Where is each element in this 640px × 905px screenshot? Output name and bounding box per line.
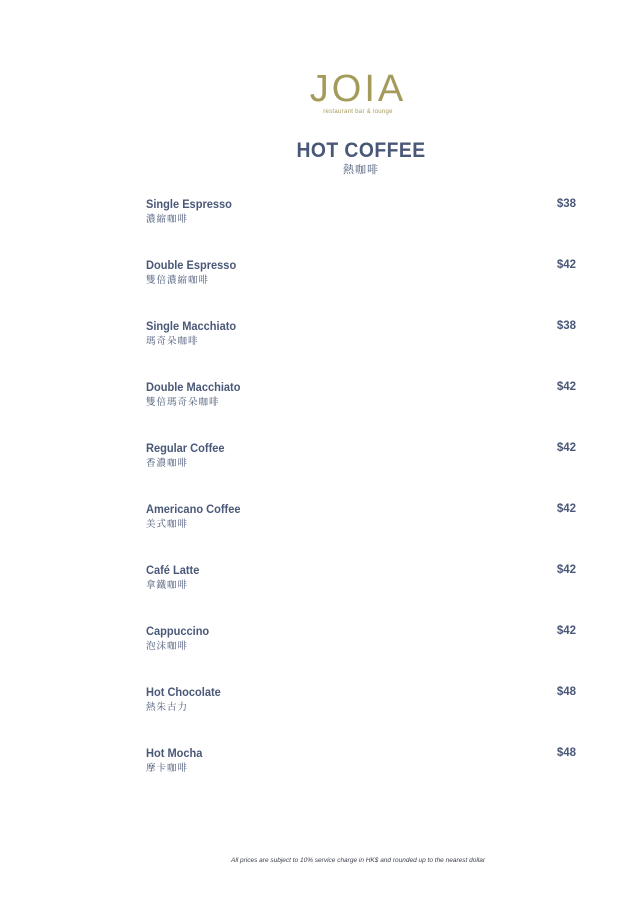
item-name-zh: 泡沫咖啡: [146, 641, 189, 652]
menu-item: [146, 684, 578, 745]
item-name: Double Espresso: [146, 258, 237, 272]
item-name-zh: 濃縮咖啡: [146, 214, 189, 225]
item-price: $42: [556, 625, 576, 637]
item-price: $48: [556, 686, 576, 698]
brand-tagline: restaurant bar & lounge: [323, 109, 393, 115]
item-price: $38: [556, 320, 576, 332]
item-price: $42: [556, 259, 576, 271]
menu-item: [146, 318, 578, 379]
item-name-zh: 香濃咖啡: [146, 458, 189, 469]
item-name: Regular Coffee: [146, 441, 225, 455]
item-name: Double Macchiato: [146, 380, 241, 394]
item-name: Single Espresso: [146, 197, 232, 211]
item-price: $42: [556, 503, 576, 515]
item-name-zh: 拿鐵咖啡: [146, 580, 189, 591]
footer-note: All prices are subject to 10% service charge in HK$ and rounded up to the nearest dollar: [230, 857, 485, 864]
item-price: $42: [556, 381, 576, 393]
menu-item: [146, 440, 578, 501]
item-price: $48: [556, 747, 576, 759]
menu-item: [146, 623, 578, 684]
item-name-zh: 瑪奇朵咖啡: [146, 336, 199, 347]
item-price: $42: [556, 442, 576, 454]
menu-item: [146, 562, 578, 623]
section-subtitle: 熱咖啡: [343, 163, 379, 176]
item-name-zh: 美式咖啡: [146, 519, 189, 530]
item-name-zh: 摩卡咖啡: [146, 763, 189, 774]
brand-logo: [0, 70, 640, 115]
item-name-zh: 雙倍濃縮咖啡: [146, 275, 210, 286]
item-price: $42: [556, 564, 576, 576]
section-heading: [0, 139, 640, 177]
menu-item: [146, 257, 578, 318]
menu-item: [146, 501, 578, 562]
section-title: HOT COFFEE: [296, 139, 426, 162]
menu-item: [146, 196, 578, 257]
menu-list: [146, 196, 578, 806]
item-name: Hot Chocolate: [146, 685, 221, 699]
item-price: $38: [556, 198, 576, 210]
item-name-zh: 雙倍瑪奇朵咖啡: [146, 397, 220, 408]
brand-name: JOIA: [309, 68, 407, 110]
item-name-zh: 熱朱古力: [146, 702, 189, 713]
item-name: Single Macchiato: [146, 319, 237, 333]
item-name: Hot Mocha: [146, 746, 203, 760]
item-name: Café Latte: [146, 563, 200, 577]
item-name: Americano Coffee: [146, 502, 241, 516]
item-name: Cappuccino: [146, 624, 210, 638]
menu-item: [146, 379, 578, 440]
menu-item: [146, 745, 578, 806]
